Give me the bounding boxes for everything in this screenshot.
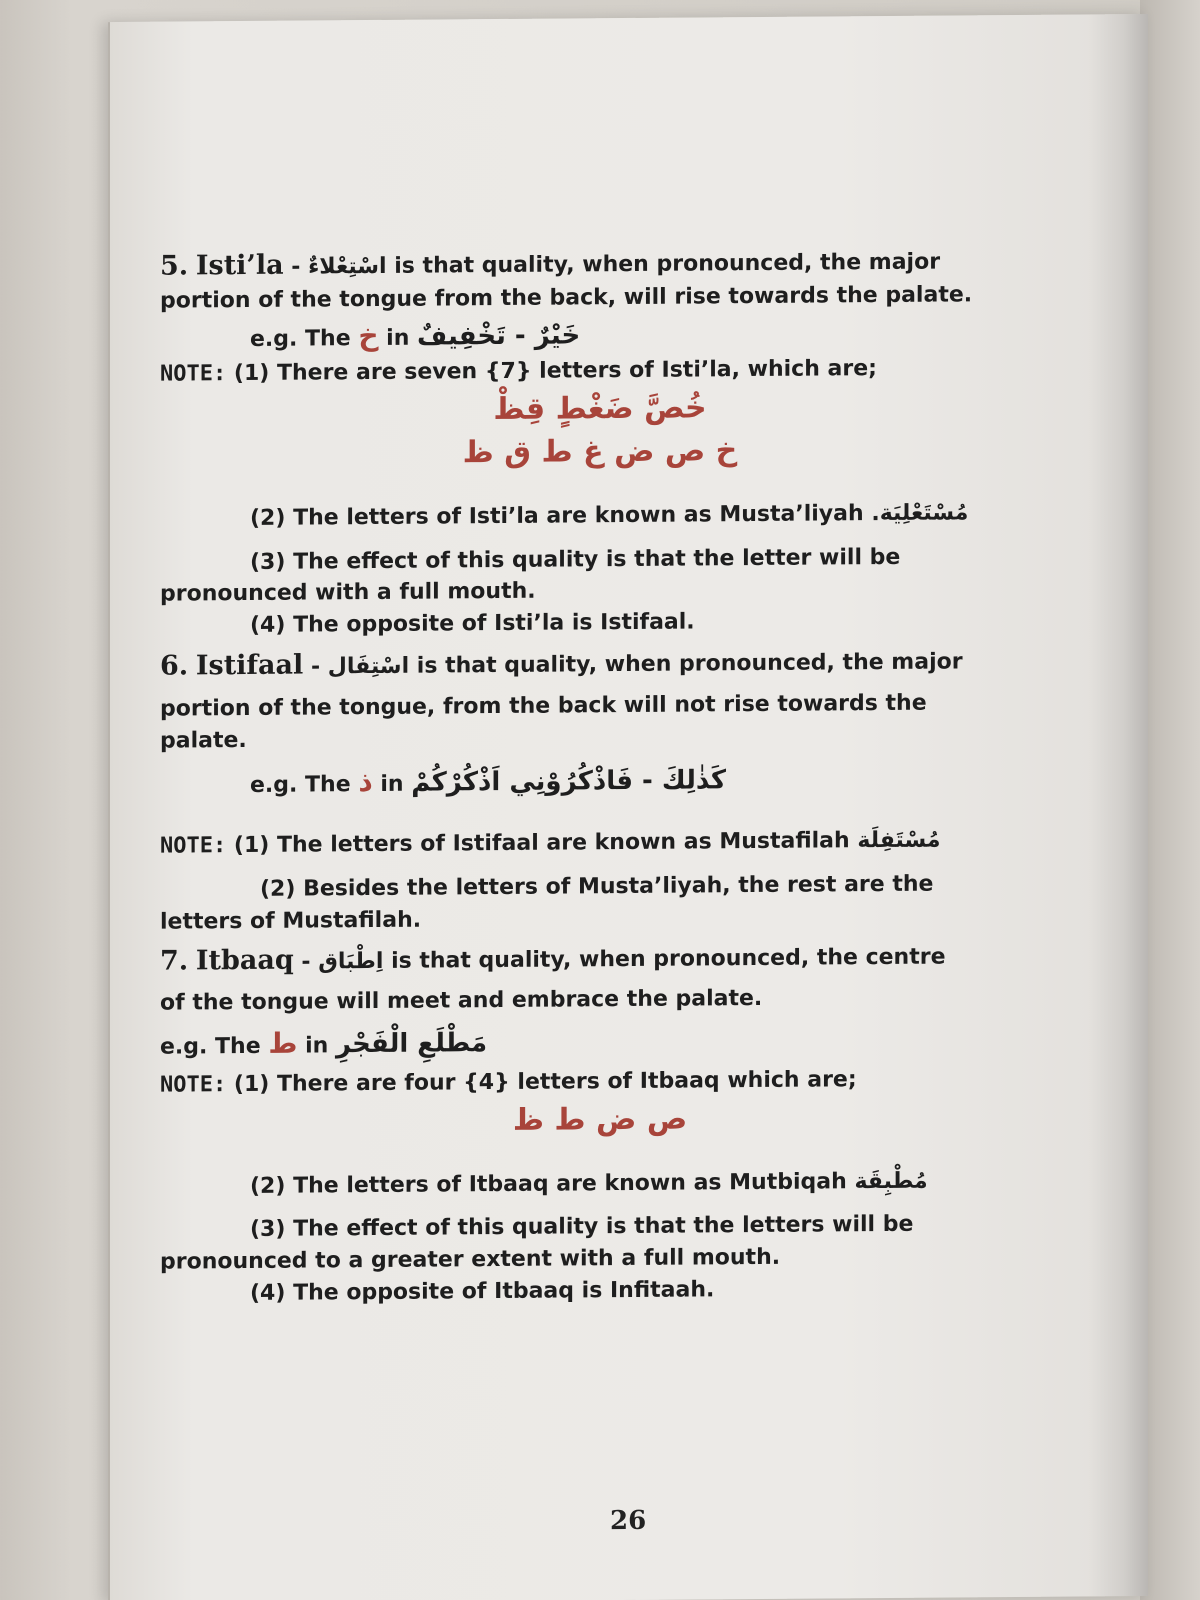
- example-prefix: e.g. The: [160, 1034, 261, 1061]
- page-spine-shadow: [1088, 14, 1148, 1596]
- note-2-arabic: مُسْتَعْلِيَة.: [871, 499, 969, 526]
- example-in: in: [305, 1033, 329, 1060]
- note-3: (3) The effect of this quality is that the letter will be: [250, 544, 901, 575]
- section-title: Istifaal: [195, 649, 304, 682]
- example-prefix: e.g. The: [250, 772, 351, 799]
- section-number: 5.: [160, 250, 189, 282]
- section-istifaal: [160, 640, 1040, 938]
- section-title-arabic: اسْتِفَال: [327, 653, 410, 680]
- section-number: 7.: [160, 945, 189, 978]
- note-label: NOTE:: [160, 360, 227, 387]
- example-prefix: e.g. The: [250, 326, 351, 353]
- note-4: (4) The opposite of Isti’la is Istifaal.: [250, 609, 695, 639]
- section-intro: is that quality, when pronounced, the major: [394, 249, 941, 279]
- example-words: مَطْلَعِ الْفَجْرِ: [335, 1028, 488, 1060]
- example-in: in: [386, 325, 410, 351]
- section-title: Isti’la: [195, 249, 284, 282]
- section-intro-end: palate.: [160, 728, 247, 754]
- note-1: (1) The letters of Istifaal are known as Mustafilah: [233, 828, 850, 858]
- note-2: (2) Besides the letters of Musta’liyah, the rest are the: [260, 871, 934, 902]
- example-letter: ط: [268, 1027, 298, 1061]
- note-label: NOTE:: [160, 1072, 227, 1098]
- letters-list: ص ض ط ظ: [512, 1101, 688, 1138]
- facing-page-edge: [1140, 0, 1200, 1600]
- example-line: [160, 1018, 1040, 1066]
- note-1: (1) There are seven {7} letters of Isti’la, which are;: [233, 355, 877, 386]
- note-1-arabic: مُسْتَفِلَة: [857, 827, 941, 853]
- section-title-arabic: اسْتِعْلاءٌ: [308, 253, 387, 280]
- section-heading-line: 5. Isti’la - اسْتِعْلاءٌ is that quality, when pronounced, the major: [160, 249, 941, 282]
- note-3-continued: pronounced with a full mouth.: [160, 579, 536, 608]
- section-intro-continued: portion of the tongue from the back, will rise towards the palate.: [160, 282, 973, 314]
- section-number: 6.: [160, 650, 189, 682]
- note-2: (2) The letters of Itbaaq are known as Mutbiqah: [250, 1168, 847, 1199]
- example-letter: ذ: [358, 765, 373, 799]
- section-intro-continued: of the tongue will meet and embrace the palate.: [160, 985, 763, 1016]
- note-2-arabic: مُطْبِقَة: [854, 1168, 928, 1194]
- note-2: (2) The letters of Isti’la are known as Musta’liyah: [250, 500, 864, 531]
- note-3-continued: pronounced to a greater extent with a full mouth.: [160, 1245, 781, 1276]
- note-1: (1) There are four {4} letters of Itbaaq which are;: [233, 1067, 857, 1098]
- example-letter: خ: [358, 318, 379, 353]
- page-number: 26: [610, 1505, 647, 1537]
- section-intro: is that quality, when pronounced, the major: [416, 649, 963, 679]
- note-3: (3) The effect of this quality is that the letters will be: [250, 1212, 914, 1243]
- section-intro: is that quality, when pronounced, the centre: [391, 944, 946, 975]
- note-2-continued: letters of Mustafilah.: [160, 907, 422, 935]
- section-intro-continued: portion of the tongue, from the back will not rise towards the: [160, 690, 927, 722]
- section-isti-la: [160, 240, 1040, 643]
- example-line: [160, 757, 1040, 805]
- letters-phrase: خُصَّ ضَغْطٍ قِظْ: [493, 389, 707, 427]
- example-words: خَيْرٌ - تَخْفِيفٌ: [417, 320, 581, 352]
- letters-list: خ ص ض غ ط ق ظ: [462, 433, 738, 471]
- section-itbaaq: [160, 935, 1040, 1311]
- note-label: NOTE:: [160, 832, 227, 859]
- section-title-arabic: اِطْبَاق: [318, 949, 384, 975]
- section-heading-line: 6. Istifaal - اسْتِفَال is that quality, when pronounced, the major: [160, 649, 963, 682]
- note-4: (4) The opposite of Itbaaq is Infitaah.: [250, 1277, 715, 1307]
- example-words: كَذٰلِكَ - فَاذْكُرُوْنِي اَذْكُرْكُمْ: [411, 765, 727, 798]
- section-heading-line: 7. Itbaaq - اِطْبَاق is that quality, when pronounced, the centre: [160, 944, 946, 978]
- example-in: in: [380, 771, 404, 798]
- section-title: Itbaaq: [195, 945, 294, 977]
- example-line: [160, 311, 1040, 359]
- book-page: [108, 14, 1148, 1600]
- page-content: [160, 240, 1040, 1311]
